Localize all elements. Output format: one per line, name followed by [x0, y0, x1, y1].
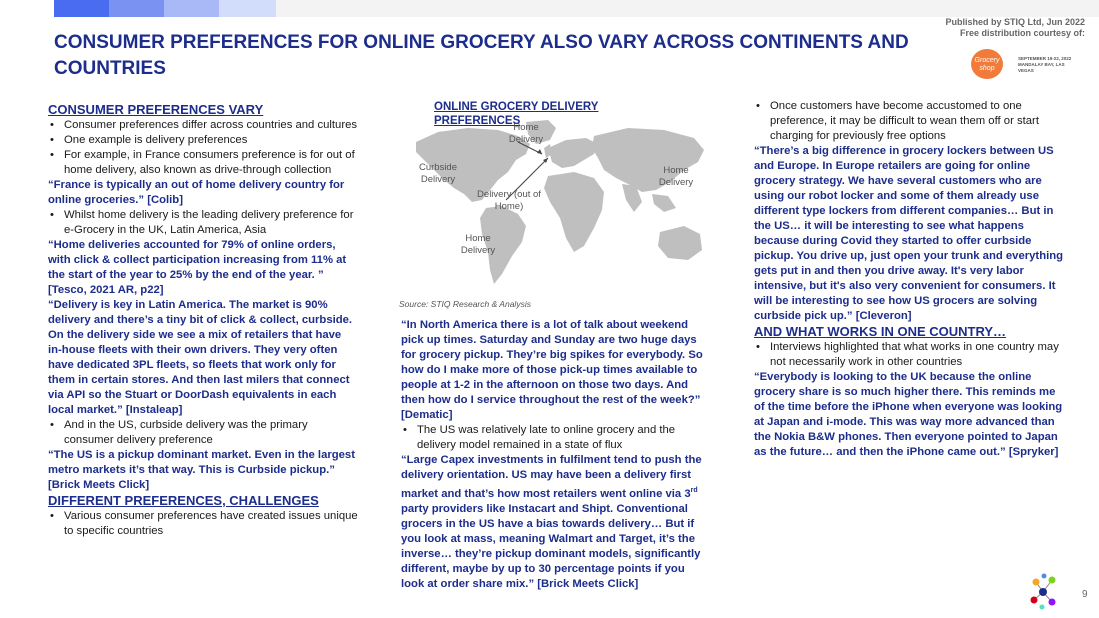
quote: “Home deliveries accounted for 79% of online orders, with click & collect participation increasing from 11% at the start of the year to 25% by the end of the year. ” [Tesco, 2021 AR, p22] [48, 239, 347, 296]
top-bar-segment [219, 0, 276, 17]
continent-europe [548, 138, 598, 168]
bullet-list [48, 418, 358, 448]
quote-part: “Large Capex investments in fulfilment tend to push the delivery orientation. US may have been a delivery first market and that’s how most retailers went online via 3 [401, 454, 702, 500]
map-label-home-delivery-asia: Home Delivery [658, 165, 694, 188]
map-label-curbside-delivery: Curbside Delivery [418, 162, 458, 185]
quote: “There’s a big difference in grocery lockers between US and Europe. In Europe retailers are going for online grocery strategy. We have several customers who are using our robot locker and some of them already use different type lockers from different companies… But in the US… it will be interesting to see what happens because during Covid they started to offer curbside pickup. You drive up, just open your trunk and everything gets put in and then you drive away. It's very labor intensive, but it's also very convenient for consumers. It will be interesting to see how US grocers are solving curbside pick up.” [Cleveron] [754, 145, 1064, 322]
publisher-line: Free distribution courtesy of: [959, 28, 1085, 38]
bullet-item: • One example is delivery preferences [48, 133, 358, 148]
groceryshop-logo [970, 48, 1016, 80]
quote [401, 453, 711, 592]
page-title: CONSUMER PREFERENCES FOR ONLINE GROCERY ALSO VARY ACROSS CONTINENTS AND COUNTRIES [54, 32, 909, 79]
map-label-home-delivery-europe: Home Delivery [508, 122, 544, 145]
quote: “Delivery is key in Latin America. The market is 90% delivery and there’s a tiny bit of click & collect, curbside. On the delivery side we see a mix of retailers that have in-house fleets with their own drivers. They very often have dedicated 3PL fleets, so fleets that work only for them in certain stores. And then last milers that connect via API so the Stuart or DoorDash equivalents in each local market.” [Instaleap] [48, 299, 353, 416]
bullet-item: • Once customers have become accustomed to one preference, it may be difficult to wean them off or start charging for previously free options [754, 99, 1064, 144]
column-middle [401, 318, 711, 592]
bullet-item: • And in the US, curbside delivery was the primary consumer delivery preference [48, 418, 358, 448]
top-bar-segment [164, 0, 219, 17]
bullet-item: • For example, in France consumers preference is for out of home delivery, also known as drive-through collection [48, 148, 358, 178]
bullet-item: • Whilst home delivery is the leading delivery preference for e-Grocery in the UK, Latin America, Asia [48, 208, 358, 238]
bullet-list [754, 99, 1064, 144]
molecule-logo-icon [1028, 572, 1058, 612]
bullet-list [48, 509, 358, 539]
section-heading: DIFFERENT PREFERENCES, CHALLENGES [48, 493, 319, 508]
map-title: ONLINE GROCERY DELIVERY PREFERENCES [434, 101, 599, 127]
event-date: SEPTEMBER 19-22, 2022 [1018, 56, 1072, 61]
continent-africa [544, 172, 604, 252]
bullet-list [754, 340, 1064, 370]
bullet-list [48, 208, 358, 238]
quote: “In North America there is a lot of talk about weekend pick up times. Saturday and Sunday are two huge days for grocery pickup. They’re big spikes for everybody. So how do I make more of those pick-up times available to people at 1-2 in the afternoon on those two days. And then how do I service throughout the rest of the week?” [Dematic] [401, 319, 703, 421]
map-label-delivery-out-of-home: Delivery (out of Home) [477, 189, 541, 212]
column-left [48, 102, 358, 539]
bullet-item: • Interviews highlighted that what works in one country may not necessarily work in other countries [754, 340, 1064, 370]
column-right [754, 99, 1064, 460]
top-color-bar [0, 0, 1099, 17]
publisher-info [885, 17, 1085, 39]
world-map [398, 114, 710, 298]
source-note: Source: STIQ Research & Analysis [399, 299, 531, 309]
bullet-item: • Consumer preferences differ across countries and cultures [48, 118, 358, 133]
top-bar-segment [54, 0, 109, 17]
southeast-asia [652, 194, 676, 212]
superscript: rd [690, 487, 698, 494]
event-info [1018, 56, 1078, 74]
logo-text: shop [979, 65, 995, 72]
quote: “The US is a pickup dominant market. Even in the largest metro markets it’s that way. This is Curbside pickup.” [Brick Meets Click] [48, 449, 355, 491]
map-label-home-delivery-south-america: Home Delivery [460, 233, 496, 256]
logo-text: Grocery [974, 57, 1000, 64]
publisher-line: Published by STIQ Ltd, Jun 2022 [945, 17, 1085, 27]
quote-part: party providers like Instacart and Shipt. Conventional grocers in the US have a bias towards delivery… But if you look at mass, meaning Walmart and Target, it’s the inverse… they’re pickup dominant models, significantly different, maybe by up to 30 percentage points if you look at order share mix.” [Brick Meets Click] [401, 502, 701, 590]
continent-australia [658, 226, 702, 260]
quote: “France is typically an out of home delivery country for online groceries.” [Colib] [48, 179, 345, 206]
section-heading: CONSUMER PREFERENCES VARY [48, 102, 264, 117]
bullet-item: • The US was relatively late to online grocery and the delivery model remained in a state of flux [401, 423, 711, 453]
section-heading: AND WHAT WORKS IN ONE COUNTRY… [754, 324, 1007, 339]
bullet-list [401, 423, 711, 453]
event-venue: MANDALAY BAY, LAS VEGAS [1018, 62, 1065, 73]
bullet-item: • Various consumer preferences have created issues unique to specific countries [48, 509, 358, 539]
top-bar-line [276, 0, 1099, 17]
quote: “Everybody is looking to the UK because the online grocery share is so much higher there. This reminds me of the time before the iPhone when everyone was looking at Japan and i-mode. This was way more advanced than the Nokia B&W phones. Then everyone pointed to Japan as the future… and then the iPhone came out.” [Spryker] [754, 371, 1063, 458]
top-bar-segment [109, 0, 164, 17]
bullet-list [48, 118, 358, 178]
page-number: 9 [1082, 589, 1088, 600]
